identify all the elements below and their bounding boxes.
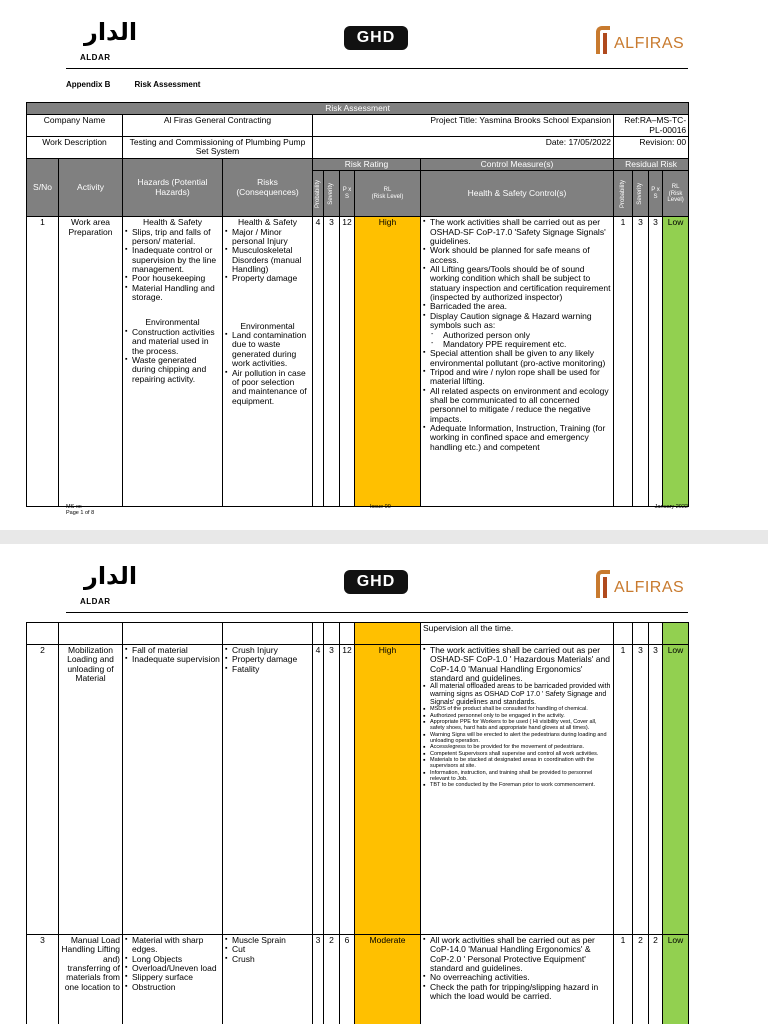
col-control-measures: Control Measure(s) bbox=[421, 159, 614, 171]
hazards-cell bbox=[123, 645, 223, 935]
col-risks: Risks (Consequences) bbox=[223, 159, 313, 217]
list-item: ▪ Overload/Uneven load bbox=[125, 964, 220, 973]
risk-assessment-table-continued bbox=[26, 622, 689, 1024]
list-item: ▪ Adequate Information, Instruction, Training (for working in confined space and emergency handling etc.) and competent bbox=[423, 424, 611, 452]
list-item: ▪ Cut bbox=[225, 945, 310, 954]
risks-cell bbox=[223, 645, 313, 935]
list-item: ▪ Long Objects bbox=[125, 955, 220, 964]
table-row: 1 Work area Preparation Health & Safety ▪ Slips, trip and falls of person/ material. ▪ Inadequate control or supervision by the line management. ▪ Poor housekeeping ▪ Material Handling and storage. Environmental ▪ Construction activities and material used in the process. ▪ Waste generated during chipping and repairing activity. Health & Safety ▪ Major / Minor personal Injury ▪ Musculoskeletal Disorders (manual Handling) ▪ Property damage Environmental ▪ Land contamination due to waste generated during work activities. ▪ Air pollution in case of poor selection and maintenance of equipment. 4 3 12 High ▪ The work activities shall be carried out as per OSHAD-SF CoP-17.0 'Safety Signage Signals' guidelines. ▪ Work should be planned for safe means of access. ▪ All Lifting gears/Tools should be of sound working condition which shall be subject to statuary inspection and certification requirement (inspected by authorized inspector) ▪ Barricaded the area. ▪ Display Caution signage & Hazard warning symbols such as: - Authorized person only - Mandatory PPE requirement etc. ▪ Special attention shall be given to any likely environmental pollutant (pro-active monitoring) ▪ Tripod and wire / nylon rope shall be used for material lifting. ▪ All related aspects on environment and ecology shall be communicated to all concerned personnel to mitigate / reduce the negative impacts. ▪ Adequate Information, Instruction, Training (for working in confined space and emergency handling etc.) and competent 1 3 3 Low bbox=[27, 217, 689, 507]
company-value: Al Firas General Contracting bbox=[123, 115, 313, 137]
document-revision: Revision: 00 bbox=[614, 137, 689, 159]
risks-cell bbox=[223, 935, 313, 1024]
table-row: Supervision all the time. bbox=[27, 623, 689, 645]
risk-assessment-table bbox=[26, 102, 689, 507]
col-res-severity: Severity bbox=[637, 183, 644, 205]
list-item: ▪ Fatality bbox=[225, 665, 310, 674]
list-item: ▪ Inadequate control or supervision by the line management. bbox=[125, 246, 220, 274]
list-item: ▪ Warning Signs will be erected to alert the pedestrians during loading and unloading operation. bbox=[423, 732, 611, 745]
residual-level-low: Low bbox=[663, 935, 689, 1024]
col-activity: Activity bbox=[59, 159, 123, 217]
list-item: - Mandatory PPE requirement etc. bbox=[423, 340, 611, 349]
col-residual-risk: Residual Risk bbox=[614, 159, 689, 171]
list-item: ▪ Display Caution signage & Hazard warning symbols such as: bbox=[423, 312, 611, 331]
col-risk-rating: Risk Rating bbox=[313, 159, 421, 171]
list-item: ▪ All related aspects on environment and ecology shall be communicated to all concerned personnel to mitigate / reduce the negative impacts. bbox=[423, 387, 611, 424]
list-item: ▪ Crush Injury bbox=[225, 646, 310, 655]
list-item: ▪ Obstruction bbox=[125, 983, 220, 992]
list-item: ▪ All work activities shall be carried out as per CoP-14.0 'Manual Handling Ergonomics' & CoP-2.0 ' Personal Protective Equipment' standard and guidelines. bbox=[423, 936, 611, 973]
list-item: ▪ Poor housekeeping bbox=[125, 274, 220, 283]
list-item: ▪ Musculoskeletal Disorders (manual Handling) bbox=[225, 246, 310, 274]
col-severity: Severity bbox=[328, 183, 335, 205]
list-item: ▪ The work activities shall be carried out as per OSHAD-SF CoP-17.0 'Safety Signage Signals' guidelines. bbox=[423, 218, 611, 246]
list-item: ▪ Slippery surface bbox=[125, 973, 220, 982]
col-pxs: P x S bbox=[342, 187, 352, 200]
list-item: ▪ Information, instruction, and training shall be provided to personnel relevant to Job. bbox=[423, 770, 611, 783]
table-title: Risk Assessment bbox=[27, 103, 689, 115]
list-item: ▪ All material offloaded areas to be barricaded provided with warning signs as OSHAD CoP 17.0 ' Safety Signage and Signals' guidelines and standards. bbox=[423, 683, 611, 706]
list-item: ▪ Crush bbox=[225, 955, 310, 964]
col-hazards: Hazards (Potential Hazards) bbox=[123, 159, 223, 217]
alfiras-logo: ALFIRAS bbox=[596, 26, 686, 56]
list-item: ▪ Material with sharp edges. bbox=[125, 936, 220, 955]
list-item: ▪ Competent Supervisors shall supervise and control all work activities. bbox=[423, 751, 611, 757]
list-item: ▪ TBT to be conducted by the Foreman prior to work commencement. bbox=[423, 782, 611, 788]
list-item: ▪ Property damage bbox=[225, 655, 310, 664]
document-page-2 bbox=[0, 544, 768, 1024]
list-item: - Authorized person only bbox=[423, 331, 611, 340]
risk-level-high: High bbox=[355, 645, 421, 935]
page-header bbox=[66, 12, 688, 72]
risk-level-high: High bbox=[355, 217, 421, 507]
list-item: ▪ Land contamination due to waste generated during work activities. bbox=[225, 331, 310, 368]
risks-cell: Health & Safety ▪ Major / Minor personal Injury ▪ Musculoskeletal Disorders (manual Handling) ▪ Property damage Environmental ▪ Land contamination due to waste generated during work activities. ▪ Air pollution in case of poor selection and maintenance of equipment. bbox=[223, 217, 313, 507]
controls-cell bbox=[421, 645, 614, 935]
list-item: ▪ Materials to be stacked at designated areas in coordination with the supervisors at site. bbox=[423, 757, 611, 770]
col-res-pxs: P x S bbox=[651, 187, 660, 200]
table-row: 3 Manual Load Handling Lifting and) transferring of materials from one location to ▪ Material with sharp edges. ▪ Long Objects ▪ Overload/Uneven load ▪ Slippery surface ▪ Obstruction ▪ Muscle Sprain ▪ Cut ▪ Crush 3 2 6 Moderate ▪ All work activities shall be carried out as per CoP-14.0 'Manual Handling Ergonomics' & CoP-2.0 ' Personal Protective Equipment' standard and guidelines. ▪ No overreaching activities. ▪ Check the path for tripping/slipping hazard in which the load would be carried. 1 2 2 Low bbox=[27, 935, 689, 1024]
list-item: ▪ All Lifting gears/Tools should be of sound working condition which shall be subject to statuary inspection and certification requirement (inspected by authorized inspector) bbox=[423, 265, 611, 302]
list-item: ▪ Property damage bbox=[225, 274, 310, 283]
list-item: ▪ Fall of material bbox=[125, 646, 220, 655]
list-item: ▪ Inadequate supervision bbox=[125, 655, 220, 664]
aldar-logo: الدار ALDAR bbox=[80, 562, 138, 606]
list-item: ▪ Access/egress to be provided for the movement of pedestrians. bbox=[423, 744, 611, 750]
ghd-logo: GHD bbox=[344, 26, 408, 50]
list-item: ▪ Check the path for tripping/slipping hazard in which the load would be carried. bbox=[423, 983, 611, 1002]
controls-cell bbox=[421, 217, 614, 507]
document-date: Date: 17/05/2022 bbox=[313, 137, 614, 159]
residual-level-low: Low bbox=[663, 217, 689, 507]
list-item: ▪ Major / Minor personal Injury bbox=[225, 228, 310, 247]
page-footer: MS-xx Page 1 of 8 Issue 00 January 2022 bbox=[66, 504, 688, 516]
alfiras-logo: ALFIRAS bbox=[596, 570, 686, 600]
list-item: ▪ Barricaded the area. bbox=[423, 302, 611, 311]
work-description-value: Testing and Commissioning of Plumbing Pump Set System bbox=[123, 137, 313, 159]
list-item: ▪ Tripod and wire / nylon rope shall be used for material lifting. bbox=[423, 368, 611, 387]
residual-level-low: Low bbox=[663, 645, 689, 935]
col-sno: S/No bbox=[27, 159, 59, 217]
controls-cell bbox=[421, 935, 614, 1024]
col-hs-control: Health & Safety Control(s) bbox=[421, 171, 614, 217]
work-description-label: Work Description bbox=[27, 137, 123, 159]
list-item: ▪ Work should be planned for safe means of access. bbox=[423, 246, 611, 265]
list-item: ▪ Special attention shall be given to any likely environmental pollutant (pro-active monitoring) bbox=[423, 349, 611, 368]
col-rl: RL (Risk Level) bbox=[355, 171, 421, 217]
project-title: Project Title: Yasmina Brooks School Expansion bbox=[313, 115, 614, 137]
list-item: ▪ MSDS of the product shall be consulted for handling of chemical. bbox=[423, 706, 611, 712]
list-item: ▪ Authorized personnel only to be engaged in the activity. bbox=[423, 713, 611, 719]
list-item: ▪ Construction activities and material used in the process. bbox=[125, 328, 220, 356]
page-header-2 bbox=[66, 556, 688, 616]
list-item: ▪ Material Handling and storage. bbox=[125, 284, 220, 303]
list-item: ▪ The work activities shall be carried out as per OSHAD-SF CoP-1.0 ' Hazardous Materials' and CoP-14.0 'Manual Handling Ergonomics' standard and guidelines. bbox=[423, 646, 611, 683]
hazards-cell: Health & Safety ▪ Slips, trip and falls of person/ material. ▪ Inadequate control or supervision by the line management. ▪ Poor housekeeping ▪ Material Handling and storage. Environmental ▪ Construction activities and material used in the process. ▪ Waste generated during chipping and repairing activity. bbox=[123, 217, 223, 507]
col-res-probability: Probability bbox=[619, 179, 626, 208]
hazards-cell bbox=[123, 935, 223, 1024]
appendix-heading: Appendix B Risk Assessment bbox=[66, 80, 201, 89]
col-probability: Probability bbox=[314, 179, 321, 208]
aldar-logo: الدار ALDAR bbox=[80, 18, 138, 62]
document-ref: Ref:RA–MS-TC-PL-00016 bbox=[614, 115, 689, 137]
list-item: ▪ Muscle Sprain bbox=[225, 936, 310, 945]
list-item: ▪ Appropriate PPE for Workers to be used ( Hi visibility vest, Cover all, safety shoes, hard hats and appropriate hand gloves at all times). bbox=[423, 719, 611, 732]
risk-level-moderate: Moderate bbox=[355, 935, 421, 1024]
ghd-logo: GHD bbox=[344, 570, 408, 594]
table-row: 2 Mobilization Loading and unloading of Material ▪ Fall of material ▪ Inadequate supervision ▪ Crush Injury ▪ Property damage ▪ Fatality 4 3 12 High ▪ The work activities shall be carried out as per OSHAD-SF CoP-1.0 ' Hazardous Materials' and CoP-14.0 'Manual Handling Ergonomics' standard and guidelines. ▪ All material offloaded areas to be barricaded provided with warning signs as OSHAD CoP 17.0 ' Safety Signage and Signals' guidelines and standards. ▪ MSDS of the product shall be consulted for handling of chemical. ▪ Authorized personnel only to be engaged in the activity. ▪ Appropriate PPE for Workers to be used ( Hi visibility vest, Cover all, safety shoes, hard hats and appropriate hand gloves at all times). ▪ Warning Signs will be erected to alert the pedestrians during loading and unloading operation. ▪ Access/egress to be provided for the movement of pedestrians. ▪ Competent Supervisors shall supervise and control all work activities. ▪ Materials to be stacked at designated areas in coordination with the supervisors at site. ▪ Information, instruction, and training shall be provided to personnel relevant to Job. ▪ TBT to be conducted by the Foreman prior to work commencement. 1 3 3 Low bbox=[27, 645, 689, 935]
list-item: ▪ Air pollution in case of poor selection and maintenance of equipment. bbox=[225, 369, 310, 406]
list-item: ▪ Slips, trip and falls of person/ material. bbox=[125, 228, 220, 247]
list-item: ▪ Waste generated during chipping and repairing activity. bbox=[125, 356, 220, 384]
company-label: Company Name bbox=[27, 115, 123, 137]
col-res-rl: RL (Risk Level) bbox=[663, 171, 689, 217]
list-item: ▪ No overreaching activities. bbox=[423, 973, 611, 982]
